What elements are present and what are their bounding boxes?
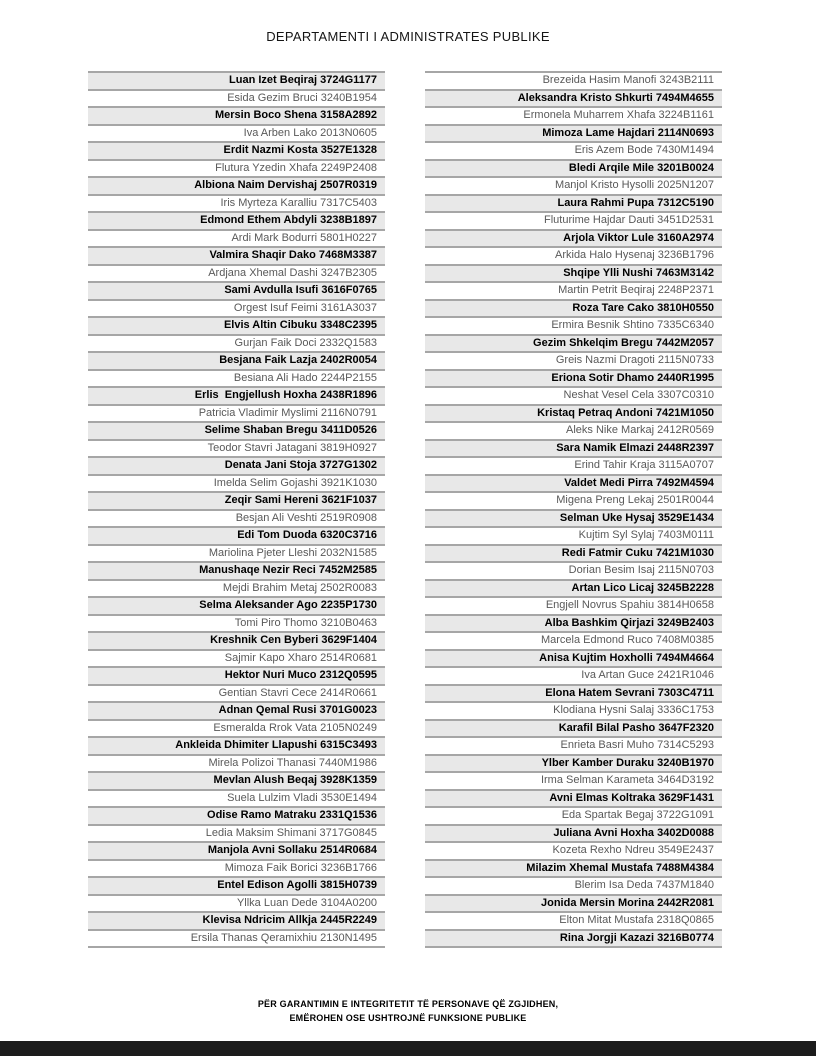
person-row: Sami Avdulla Isufi 3616F0765 <box>88 283 385 301</box>
person-row: Denata Jani Stoja 3727G1302 <box>88 458 385 476</box>
person-row: Alba Bashkim Qirjazi 3249B2403 <box>425 616 722 634</box>
person-row: Dorian Besim Isaj 2115N0703 <box>425 563 722 581</box>
person-row: Klodiana Hysni Salaj 3336C1753 <box>425 703 722 721</box>
person-row: Ylber Kamber Duraku 3240B1970 <box>425 756 722 774</box>
person-row: Karafil Bilal Pasho 3647F2320 <box>425 721 722 739</box>
person-row: Besiana Ali Hado 2244P2155 <box>88 371 385 389</box>
person-row: Juliana Avni Hoxha 3402D0088 <box>425 826 722 844</box>
person-row: Ledia Maksim Shimani 3717G0845 <box>88 826 385 844</box>
person-row: Redi Fatmir Cuku 7421M1030 <box>425 546 722 564</box>
person-row: Migena Preng Lekaj 2501R0044 <box>425 493 722 511</box>
person-row: Mimoza Faik Borici 3236B1766 <box>88 861 385 879</box>
person-row: Mirela Polizoi Thanasi 7440M1986 <box>88 756 385 774</box>
person-row: Neshat Vesel Cela 3307C0310 <box>425 388 722 406</box>
person-row: Esmeralda Rrok Vata 2105N0249 <box>88 721 385 739</box>
person-row: Teodor Stavri Jatagani 3819H0927 <box>88 441 385 459</box>
person-row: Greis Nazmi Dragoti 2115N0733 <box>425 353 722 371</box>
person-row: Elvis Altin Cibuku 3348C2395 <box>88 318 385 336</box>
person-row: Erind Tahir Kraja 3115A0707 <box>425 458 722 476</box>
person-row: Kristaq Petraq Andoni 7421M1050 <box>425 406 722 424</box>
person-row: Selma Aleksander Ago 2235P1730 <box>88 598 385 616</box>
person-row: Aleks Nike Markaj 2412R0569 <box>425 423 722 441</box>
person-row: Rina Jorgji Kazazi 3216B0774 <box>425 931 722 949</box>
person-row: Gentian Stavri Cece 2414R0661 <box>88 686 385 704</box>
person-row: Elona Hatem Sevrani 7303C4711 <box>425 686 722 704</box>
person-row: Kozeta Rexho Ndreu 3549E2437 <box>425 843 722 861</box>
person-row: Orgest Isuf Feimi 3161A3037 <box>88 301 385 319</box>
person-row: Irma Selman Karameta 3464D3192 <box>425 773 722 791</box>
person-row: Iva Artan Guce 2421R1046 <box>425 668 722 686</box>
person-row: Eriona Sotir Dhamo 2440R1995 <box>425 371 722 389</box>
footer-line-1: PËR GARANTIMIN E INTEGRITETIT TË PERSONAVE QË ZGJIDHEN, <box>257 999 559 1009</box>
person-row: Kreshnik Cen Byberi 3629F1404 <box>88 633 385 651</box>
person-row: Tomi Piro Thomo 3210B0463 <box>88 616 385 634</box>
person-row: Manushaqe Nezir Reci 7452M2585 <box>88 563 385 581</box>
person-row: Erlis Engjellush Hoxha 2438R1896 <box>88 388 385 406</box>
person-row: Aleksandra Kristo Shkurti 7494M4655 <box>425 91 722 109</box>
person-row: Selime Shaban Bregu 3411D0526 <box>88 423 385 441</box>
page-footer <box>0 997 816 1025</box>
person-row: Mersin Boco Shena 3158A2892 <box>88 108 385 126</box>
person-row: Laura Rahmi Pupa 7312C5190 <box>425 196 722 214</box>
person-row: Eris Azem Bode 7430M1494 <box>425 143 722 161</box>
name-column-right <box>425 71 722 948</box>
person-row: Enrieta Basri Muho 7314C5293 <box>425 738 722 756</box>
person-row: Adnan Qemal Rusi 3701G0023 <box>88 703 385 721</box>
person-row: Mevlan Alush Beqaj 3928K1359 <box>88 773 385 791</box>
person-row: Luan Izet Beqiraj 3724G1177 <box>88 73 385 91</box>
person-row: Roza Tare Cako 3810H0550 <box>425 301 722 319</box>
person-row: Mariolina Pjeter Lleshi 2032N1585 <box>88 546 385 564</box>
person-row: Arkida Halo Hysenaj 3236B1796 <box>425 248 722 266</box>
person-row: Valmira Shaqir Dako 7468M3387 <box>88 248 385 266</box>
person-row: Besjan Ali Veshti 2519R0908 <box>88 511 385 529</box>
person-row: Brezeida Hasim Manofi 3243B2111 <box>425 73 722 91</box>
person-row: Martin Petrit Beqiraj 2248P2371 <box>425 283 722 301</box>
person-row: Suela Lulzim Vladi 3530E1494 <box>88 791 385 809</box>
person-row: Edi Tom Duoda 6320C3716 <box>88 528 385 546</box>
person-row: Ardjana Xhemal Dashi 3247B2305 <box>88 266 385 284</box>
person-row: Iris Myrteza Karalliu 7317C5403 <box>88 196 385 214</box>
person-row: Manjola Avni Sollaku 2514R0684 <box>88 843 385 861</box>
person-row: Besjana Faik Lazja 2402R0054 <box>88 353 385 371</box>
person-row: Patricia Vladimir Myslimi 2116N0791 <box>88 406 385 424</box>
person-row: Ermonela Muharrem Xhafa 3224B1161 <box>425 108 722 126</box>
person-row: Shqipe Ylli Nushi 7463M3142 <box>425 266 722 284</box>
person-row: Erdit Nazmi Kosta 3527E1328 <box>88 143 385 161</box>
person-row: Selman Uke Hysaj 3529E1434 <box>425 511 722 529</box>
person-row: Artan Lico Licaj 3245B2228 <box>425 581 722 599</box>
person-row: Flutura Yzedin Xhafa 2249P2408 <box>88 161 385 179</box>
person-row: Ersila Thanas Qeramixhiu 2130N1495 <box>88 931 385 949</box>
person-row: Esida Gezim Bruci 3240B1954 <box>88 91 385 109</box>
person-row: Milazim Xhemal Mustafa 7488M4384 <box>425 861 722 879</box>
page-title: DEPARTAMENTI I ADMINISTRATES PUBLIKE <box>266 29 550 44</box>
person-row: Bledi Arqile Mile 3201B0024 <box>425 161 722 179</box>
person-row: Jonida Mersin Morina 2442R2081 <box>425 896 722 914</box>
person-row: Sajmir Kapo Xharo 2514R0681 <box>88 651 385 669</box>
person-row: Kujtim Syl Sylaj 7403M0111 <box>425 528 722 546</box>
person-row: Valdet Medi Pirra 7492M4594 <box>425 476 722 494</box>
person-row: Imelda Selim Gojashi 3921K1030 <box>88 476 385 494</box>
name-column-left <box>88 71 385 948</box>
person-row: Engjell Novrus Spahiu 3814H0658 <box>425 598 722 616</box>
footer-line-2: EMËROHEN OSE USHTROJNË FUNKSIONE PUBLIKE <box>289 1013 527 1023</box>
person-row: Eda Spartak Begaj 3722G1091 <box>425 808 722 826</box>
person-row: Marcela Edmond Ruco 7408M0385 <box>425 633 722 651</box>
person-row: Ankleida Dhimiter Llapushi 6315C3493 <box>88 738 385 756</box>
name-list-columns <box>88 71 722 948</box>
person-row: Yllka Luan Dede 3104A0200 <box>88 896 385 914</box>
person-row: Avni Elmas Koltraka 3629F1431 <box>425 791 722 809</box>
person-row: Blerim Isa Deda 7437M1840 <box>425 878 722 896</box>
person-row: Manjol Kristo Hysolli 2025N1207 <box>425 178 722 196</box>
person-row: Albiona Naim Dervishaj 2507R0319 <box>88 178 385 196</box>
person-row: Mejdi Brahim Metaj 2502R0083 <box>88 581 385 599</box>
person-row: Klevisa Ndricim Allkja 2445R2249 <box>88 913 385 931</box>
person-row: Fluturime Hajdar Dauti 3451D2531 <box>425 213 722 231</box>
person-row: Entel Edison Agolli 3815H0739 <box>88 878 385 896</box>
person-row: Elton Mitat Mustafa 2318Q0865 <box>425 913 722 931</box>
person-row: Iva Arben Lako 2013N0605 <box>88 126 385 144</box>
person-row: Arjola Viktor Lule 3160A2974 <box>425 231 722 249</box>
person-row: Gezim Shkelqim Bregu 7442M2057 <box>425 336 722 354</box>
person-row: Zeqir Sami Hereni 3621F1037 <box>88 493 385 511</box>
person-row: Anisa Kujtim Hoxholli 7494M4664 <box>425 651 722 669</box>
person-row: Hektor Nuri Muco 2312Q0595 <box>88 668 385 686</box>
person-row: Ardi Mark Bodurri 5801H0227 <box>88 231 385 249</box>
person-row: Edmond Ethem Abdyli 3238B1897 <box>88 213 385 231</box>
person-row: Gurjan Faik Doci 2332Q1583 <box>88 336 385 354</box>
person-row: Sara Namik Elmazi 2448R2397 <box>425 441 722 459</box>
person-row: Ermira Besnik Shtino 7335C6340 <box>425 318 722 336</box>
person-row: Mimoza Lame Hajdari 2114N0693 <box>425 126 722 144</box>
person-row: Odise Ramo Matraku 2331Q1536 <box>88 808 385 826</box>
bottom-edge-bar <box>0 1041 816 1056</box>
